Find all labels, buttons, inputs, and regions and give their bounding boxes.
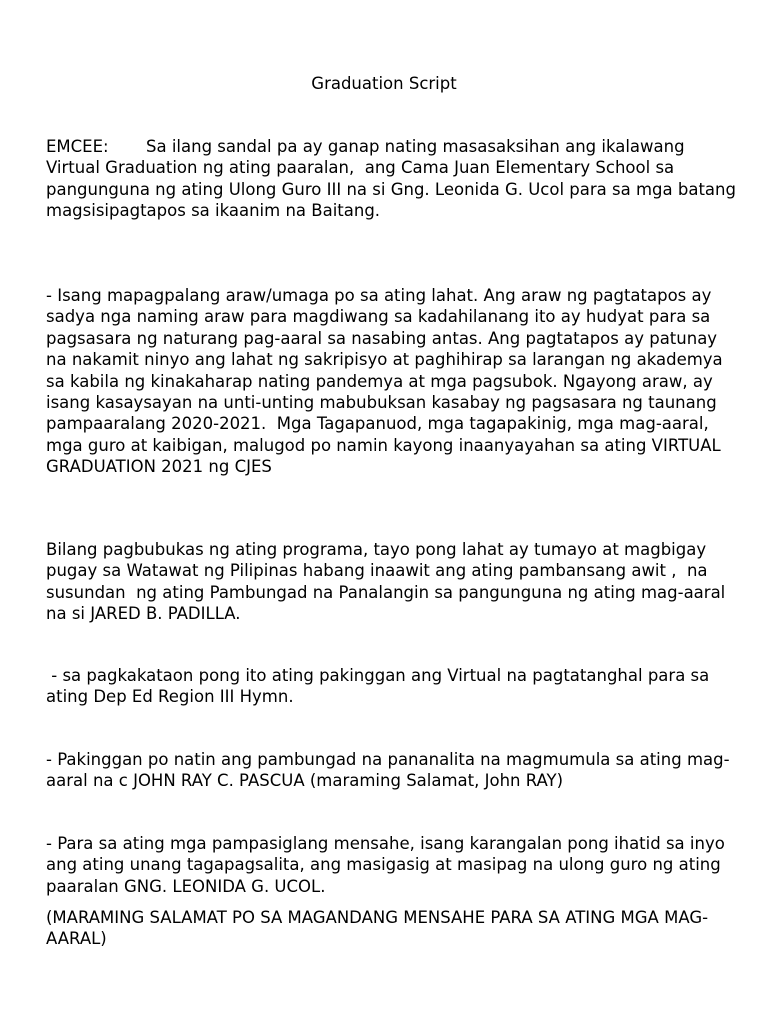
paragraph-opening: Bilang pagbubukas ng ating programa, tayo pong lahat ay tumayo at magbigay pugay sa Watawat ng Pilipinas habang inaawit ang ating pambansang awit , na susundan ng ating Pambungad na Panalangin sa pangunguna ng ating mag-aaral na si JARED B. PADILLA. — [46, 540, 731, 624]
emcee-label: EMCEE: — [46, 137, 109, 156]
paragraph-inspirational-message: - Para sa ating mga pampasiglang mensahe, isang karangalan pong ihatid sa inyo ang ating unang tagapagsalita, ang masigasig at masipag na ulong guro ng ating paaralan GNG. LEONIDA G. UCOL. — [46, 834, 731, 896]
paragraph-text: Sa ilang sandal pa ay ganap nating masasaksihan ang ikalawang Virtual Graduation ng ating paaralan, ang Cama Juan Elementary School sa pangunguna ng ating Ulong Guro III na si Gng. Leonida G. Ucol para sa mga batang magsisipagtapos sa ikaanim na Baitang. — [46, 137, 742, 221]
paragraph-welcome-speech: - Pakinggan po natin ang pambungad na pananalita na magmumula sa ating mag-aaral na c JOHN RAY C. PASCUA (maraming Salamat, John RAY) — [46, 750, 730, 791]
document-title: Graduation Script — [311, 74, 457, 93]
paragraph-greeting: - Isang mapagpalang araw/umaga po sa ating lahat. Ang araw ng pagtatapos ay sadya nga naming araw para magdiwang sa kadahilanang ito ay hudyat para sa pagsasara ng naturang pag-aaral sa nasabing antas. Ang pagtatapos ay patunay na nakamit ninyo ang lahat ng sakripisyo at paghihirap sa larangan ng akademya sa kabila ng kinakaharap nating pandemya at mga pagsubok. Ngayong araw, ay isang kasaysayan na unti-unting mabubuksan kasabay ng pagsasara ng taunang pampaaralang 2020-2021. Mga Tagapanuod, mga tagapakinig, mga mag-aaral, mga guro at kaibigan, malugod po namin kayong inaanyayahan sa ating VIRTUAL GRADUATION 2021 ng CJES — [46, 286, 728, 477]
paragraph-emcee-intro — [46, 136, 742, 222]
paragraph-thanks: (MARAMING SALAMAT PO SA MAGANDANG MENSAHE PARA SA ATING MGA MAG-AARAL) — [46, 908, 709, 949]
paragraph-hymn: - sa pagkakataon pong ito ating pakinggan ang Virtual na pagtatanghal para sa ating Dep Ed Region III Hymn. — [46, 666, 715, 707]
